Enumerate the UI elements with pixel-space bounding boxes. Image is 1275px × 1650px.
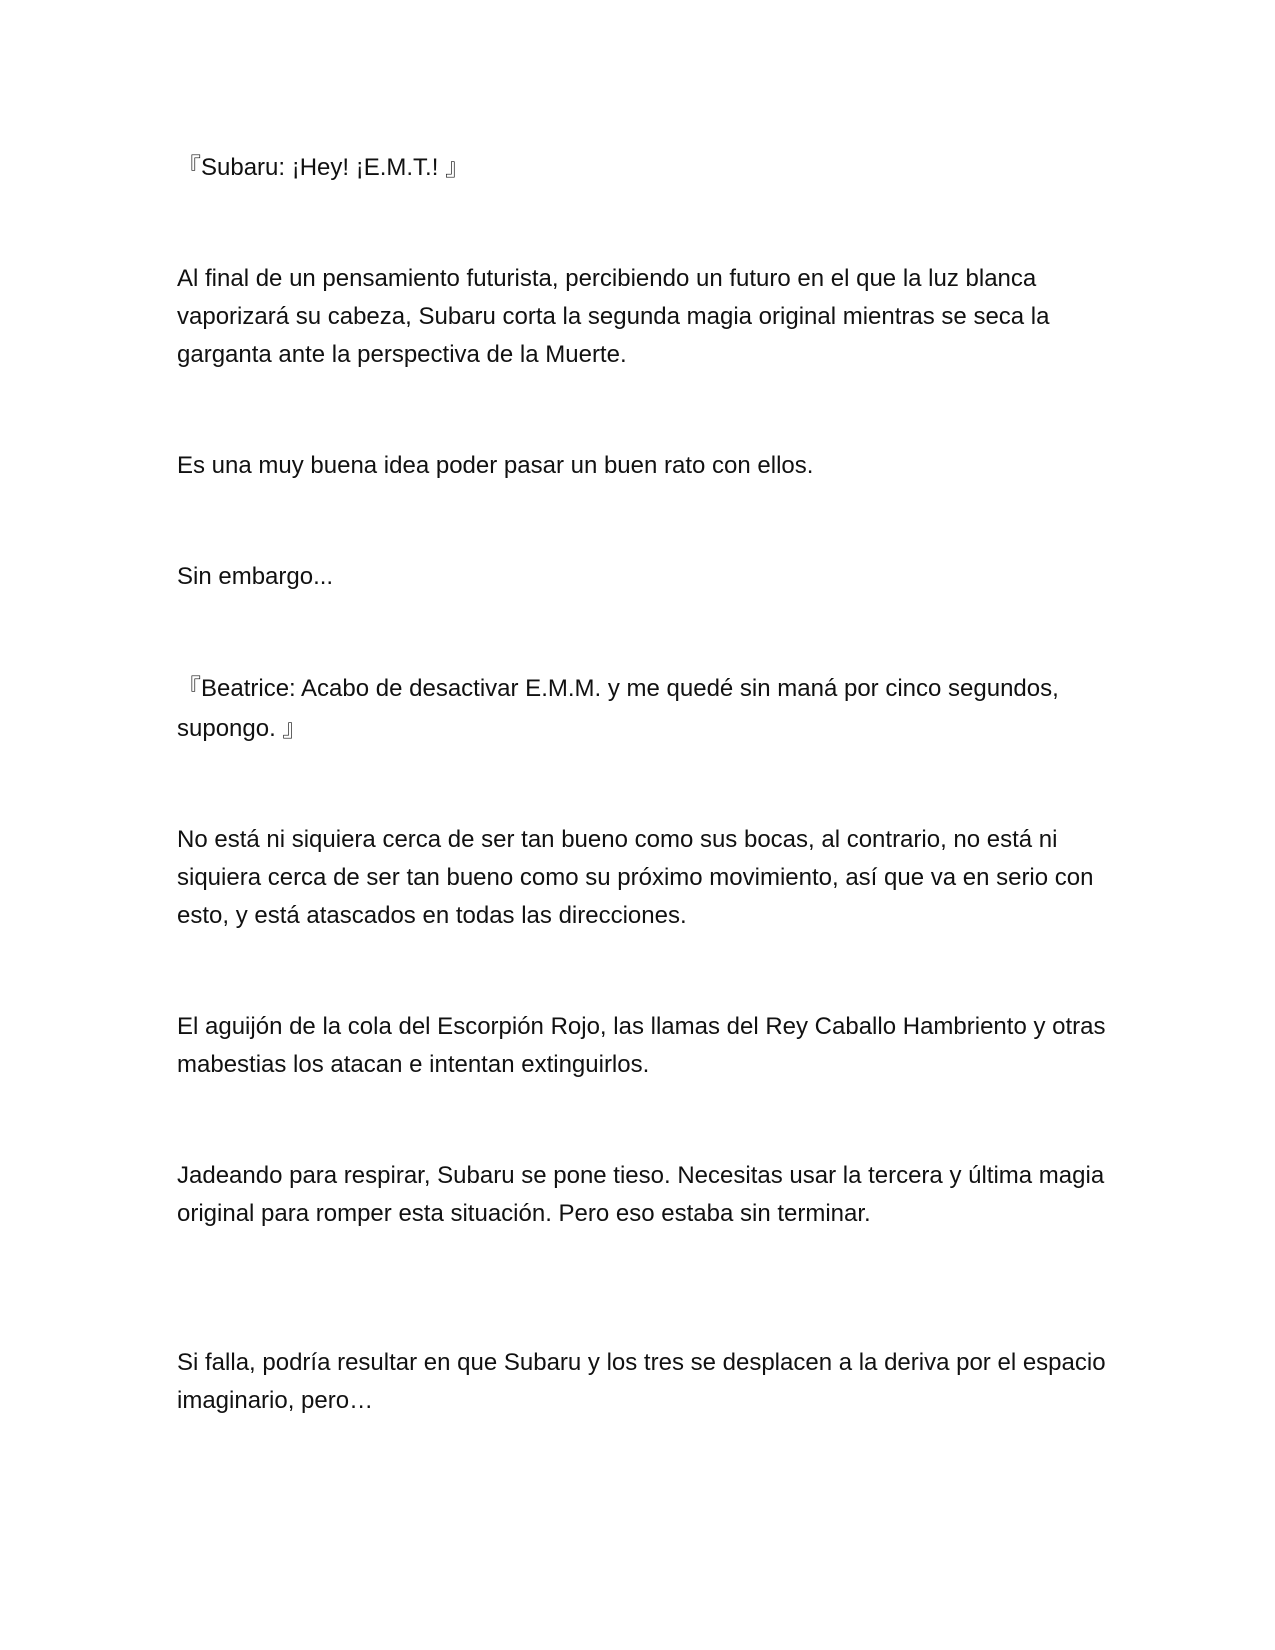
narration-paragraph: Jadeando para respirar, Subaru se pone tieso. Necesitas usar la tercera y última magia original para romper esta situación. Pero eso estaba sin terminar. xyxy=(177,1162,1105,1227)
dialogue-subaru: 『Subaru: ¡Hey! ¡E.M.T.! 』 xyxy=(177,154,470,181)
narration-paragraph: Es una muy buena idea poder pasar un buen rato con ellos. xyxy=(177,452,814,479)
narration-paragraph: Si falla, podría resultar en que Subaru y los tres se desplacen a la deriva por el espacio imaginario, pero… xyxy=(177,1349,1106,1414)
narration-paragraph: Al final de un pensamiento futurista, percibiendo un futuro en el que la luz blanca vaporizará su cabeza, Subaru corta la segunda magia original mientras se seca la garganta ante la perspectiva de la Muerte. xyxy=(177,265,1050,368)
narration-paragraph: No está ni siquiera cerca de ser tan bueno como sus bocas, al contrario, no está ni siquiera cerca de ser tan bueno como su próximo movimiento, así que va en serio con esto, y está atascados en todas las direcciones. xyxy=(177,826,1094,929)
narration-paragraph: Sin embargo... xyxy=(177,563,334,590)
dialogue-beatrice: 『Beatrice: Acabo de desactivar E.M.M. y me quedé sin maná por cinco segundos, supongo. 』 xyxy=(177,675,1059,742)
narration-paragraph: El aguijón de la cola del Escorpión Rojo, las llamas del Rey Caballo Hambriento y otras mabestias los atacan e intentan extinguirlos. xyxy=(177,1013,1106,1078)
